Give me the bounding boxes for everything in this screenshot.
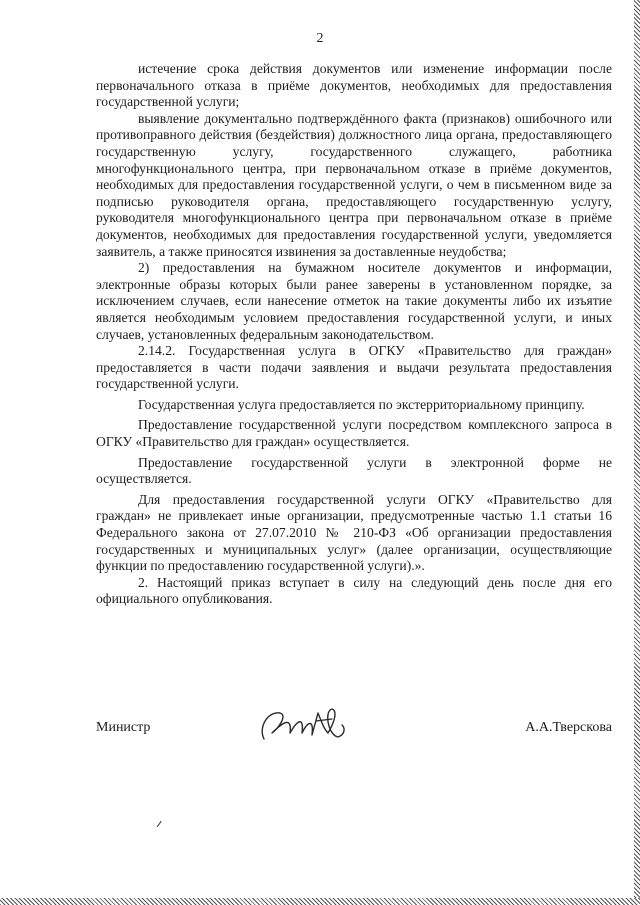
signatory-title: Министр (96, 720, 151, 735)
paragraph-3: 2) предоставления на бумажном носителе документов и информации, электронные образы которых были ранее заверены в установленном порядке, за исключением случаев, если нанесение отметок на такие документы либо их изъятие является необходимым условием предоставления государственной услуги, и иных случаев, установленных федеральным законодательством. (96, 260, 612, 342)
paragraph-9: 2. Настоящий приказ вступает в силу на следующий день после дня его официального опубликования. (96, 574, 612, 607)
handwritten-signature (254, 699, 354, 749)
paragraph-4: 2.14.2. Государственная услуга в ОГКУ «Правительство для граждан» предоставляется в части подачи заявления и выдачи результата предоставления государственной услуги. (96, 343, 612, 392)
paragraph-8: Для предоставления государственной услуги ОГКУ «Правительство для граждан» не привлекает иные организации, предусмотренные частью 1.1 статьи 16 Федерального закона от 27.07.2010 № 210-ФЗ «Об организации предоставления государственных и муниципальных услуг» (далее организации, осуществляющие функции по предоставлению государственной услуги).». (96, 491, 612, 574)
scan-edge-bottom (0, 898, 640, 905)
signatory-name: А.А.Тверскова (525, 720, 612, 735)
signature-block (0, 713, 640, 753)
paragraph-6: Предоставление государственной услуги посредством комплексного запроса в ОГКУ «Правительство для граждан» осуществляется. (96, 417, 612, 450)
paragraph-2: выявление документально подтверждённого факта (признаков) ошибочного или противоправного действия (бездействия) должностного лица органа, предоставляющего государственную услугу, государственного служащего, работника многофункционального центра, при первоначальном отказе в приёме документов, необходимых для предоставления государственной услуги, о чем в письменном виде за подписью руководителя органа, предоставляющего государственную услугу, руководителя многофункционального центра при первоначальном отказе в приёме документов, необходимых для предоставления государственной услуги, уведомляется заявитель, а также приносятся извинения за доставленные неудобства; (96, 110, 612, 259)
paragraph-5: Государственная услуга предоставляется по экстерриториальному принципу. (138, 396, 585, 412)
paragraph-1: истечение срока действия документов или изменение информации после первоначального отказа в приёме документов, необходимых для предоставления государственной услуги; (96, 61, 612, 110)
scan-edge-right (634, 0, 640, 905)
paragraph-7: Предоставление государственной услуги в электронной форме не осуществляется. (96, 454, 612, 487)
scan-speck (156, 820, 162, 828)
document-body (96, 61, 612, 608)
page-number: 2 (316, 31, 324, 46)
